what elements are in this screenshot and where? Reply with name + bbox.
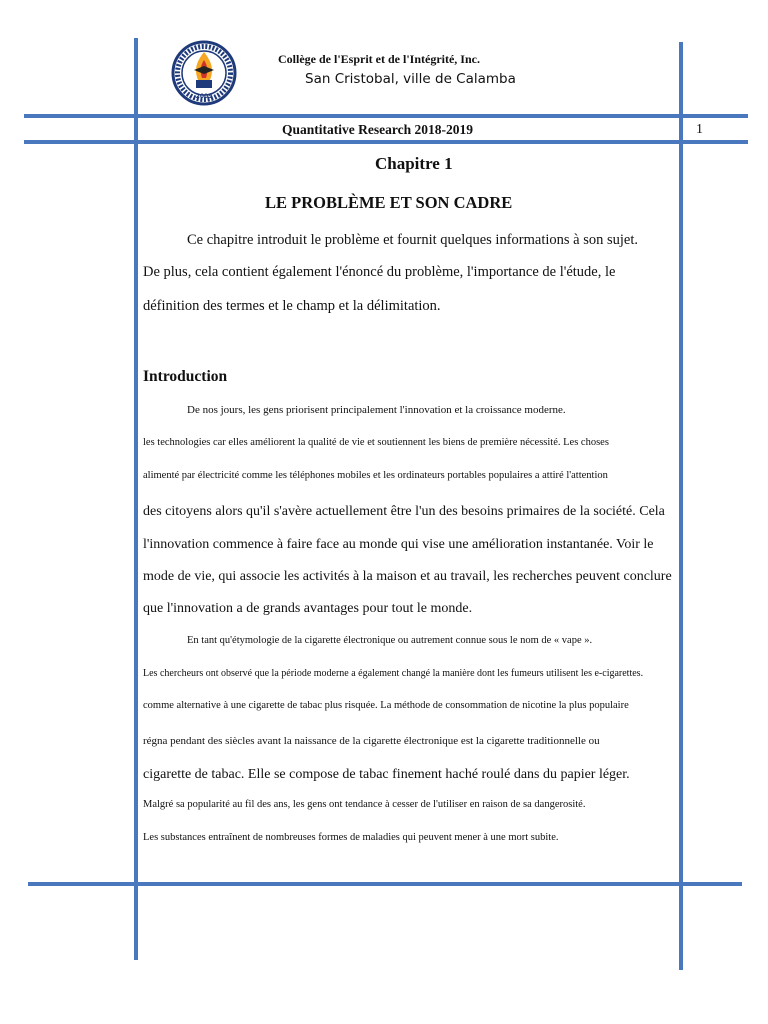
intro-line: Ce chapitre introduit le problème et fournit quelques informations à son sujet. [187, 232, 639, 248]
body-line: des citoyens alors qu'il s'avère actuellement être l'un des besoins primaires de la société. Cela [143, 504, 665, 519]
running-header-title: Quantitative Research 2018-2019 [282, 122, 473, 137]
school-location: San Cristobal, ville de Calamba [305, 71, 516, 87]
intro-line: De plus, cela contient également l'énoncé du problème, l'importance de l'étude, le [143, 264, 616, 280]
right-margin-rule [679, 42, 683, 970]
body-line: l'innovation commence à faire face au monde qui vise une amélioration instantanée. Voir le [143, 537, 654, 552]
body-line: mode de vie, qui associe les activités à la maison et au travail, les recherches peuvent conclure [143, 569, 672, 584]
intro-line: définition des termes et le champ et la délimitation. [143, 298, 441, 314]
header-bottom-rule [24, 140, 748, 144]
body-line: Les chercheurs ont observé que la période moderne a également changé la manière dont les fumeurs utilisent les e-cigarettes. [143, 668, 644, 679]
body-line: les technologies car elles améliorent la qualité de vie et soutiennent les biens de première nécessité. Les choses [143, 437, 609, 448]
page-number: 1 [696, 122, 703, 137]
body-line: alimenté par électricité comme les téléphones mobiles et les ordinateurs portables populaires a attiré l'attention [143, 470, 608, 481]
school-name: Collège de l'Esprit et de l'Intégrité, Inc. [278, 52, 480, 66]
body-line: Malgré sa popularité au fil des ans, les gens ont tendance à cesser de l'utiliser en raison de sa dangerosité. [143, 799, 586, 810]
chapter-label: Chapitre 1 [375, 154, 453, 173]
body-line: cigarette de tabac. Elle se compose de tabac finement haché roulé dans du papier léger. [143, 767, 630, 782]
left-margin-rule [134, 38, 138, 960]
header-top-rule [24, 114, 748, 118]
body-line: que l'innovation a de grands avantages pour tout le monde. [143, 601, 473, 616]
college-seal-logo [170, 40, 238, 106]
logo-year: 2009 [195, 93, 213, 100]
body-line: régna pendant des siècles avant la naissance de la cigarette électronique est la cigarette traditionnelle ou [143, 735, 600, 747]
body-line: De nos jours, les gens priorisent principalement l'innovation et la croissance moderne. [187, 404, 566, 416]
section-heading: Introduction [143, 368, 228, 385]
chapter-title: LE PROBLÈME ET SON CADRE [265, 193, 513, 212]
body-line: En tant qu'étymologie de la cigarette électronique ou autrement connue sous le nom de « vape ». [187, 635, 593, 646]
body-line: comme alternative à une cigarette de tabac plus risquée. La méthode de consommation de nicotine la plus populaire [143, 700, 629, 711]
footer-rule [28, 882, 742, 886]
body-line: Les substances entraînent de nombreuses formes de maladies qui peuvent mener à une mort subite. [143, 832, 559, 843]
